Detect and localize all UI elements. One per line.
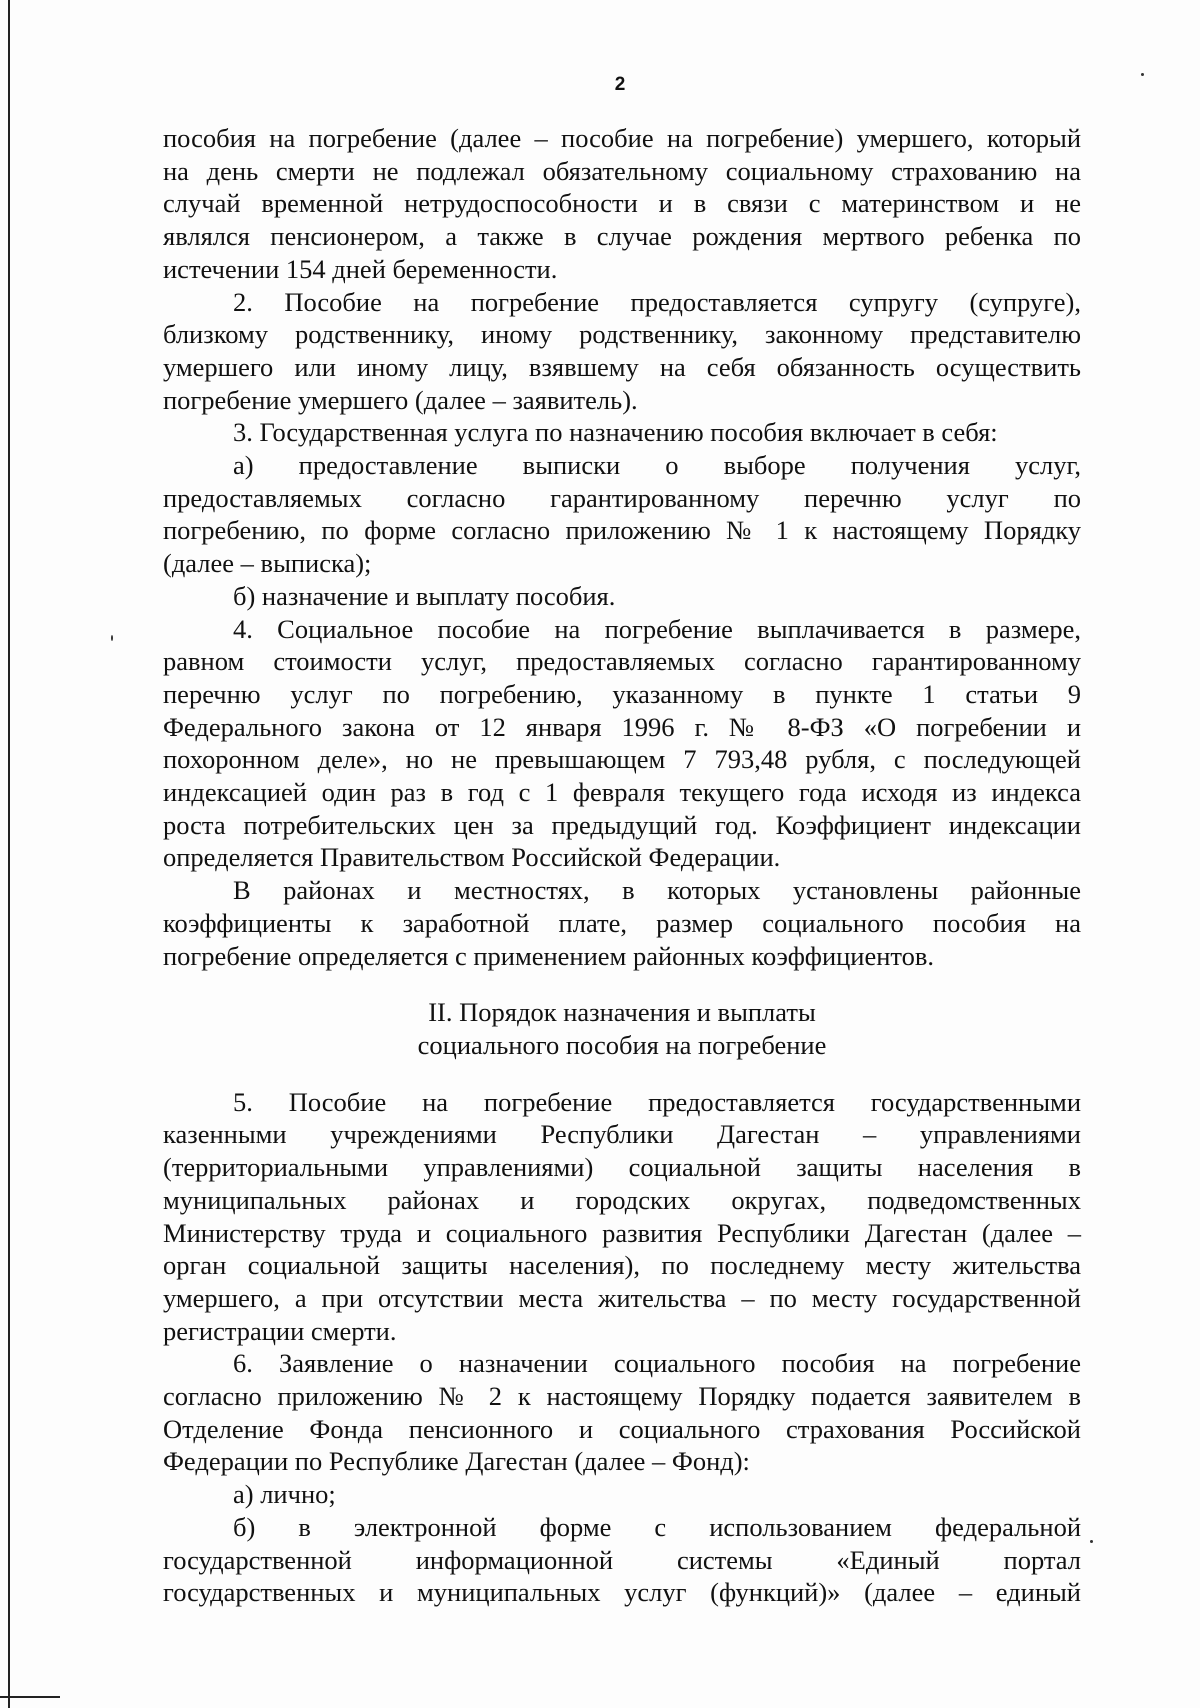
text-line: согласно приложению № 2 к настоящему Порядку подается заявителем в — [163, 1381, 1081, 1412]
scan-border-left — [8, 0, 10, 1708]
text-line: случай временной нетрудоспособности и в связи с материнством и не — [163, 188, 1081, 219]
text-line: 2. Пособие на погребение предоставляется супругу (супруге), — [233, 286, 1081, 317]
text-line: б) назначение и выплату пособия. — [233, 580, 616, 611]
text-line: Федерального закона от 12 января 1996 г. № 8-ФЗ «О погребении и — [163, 711, 1081, 742]
paragraph-item-3b — [163, 580, 1081, 613]
text-line: роста потребительских цен за предыдущий год. Коэффициент индексации — [163, 809, 1081, 840]
text-line: регистрации смерти. — [163, 1315, 397, 1346]
paragraph-item-4-regional — [163, 874, 1081, 972]
text-line: 5. Пособие на погребение предоставляется государственными — [233, 1086, 1081, 1117]
page-number: 2 — [614, 74, 626, 95]
text-line: коэффициенты к заработной плате, размер социального пособия на — [163, 907, 1081, 938]
text-line: а) предоставление выписки о выборе получения услуг, — [233, 450, 1081, 481]
text-line: государственной информационной системы «Единый портал — [163, 1544, 1081, 1575]
text-line: Отделение Фонда пенсионного и социального страхования Российской — [163, 1413, 1081, 1444]
text-line: муниципальных районах и городских округах, подведомственных — [163, 1184, 1081, 1215]
paragraph-item-4 — [163, 613, 1081, 875]
text-line: пособия на погребение (далее – пособие на погребение) умершего, который — [163, 123, 1081, 153]
text-line: б) в электронной форме с использованием федеральной — [233, 1511, 1081, 1542]
paragraph-continuation — [163, 122, 1081, 286]
text-line: орган социальной защиты населения), по последнему месту жительства — [163, 1250, 1081, 1281]
text-line: погребение определяется с применением районных коэффициентов. — [163, 940, 935, 971]
section-heading — [163, 996, 1081, 1061]
text-line: погребению, по форме согласно приложению № 1 к настоящему Порядку — [163, 515, 1081, 546]
text-line: на день смерти не подлежал обязательному социальному страхованию на — [163, 155, 1081, 186]
text-line: 6. Заявление о назначении социального пособия на погребение — [233, 1348, 1081, 1379]
document-body — [163, 122, 1081, 1609]
text-line: (далее – выписка); — [163, 548, 372, 579]
text-line: определяется Правительством Российской Федерации. — [163, 842, 781, 873]
paragraph-item-6b — [163, 1511, 1081, 1609]
text-line: похоронном деле», но не превышающем 7 793,48 рубля, с последующей — [163, 744, 1081, 775]
text-line: умершего или иному лицу, взявшему на себя обязанность осуществить — [163, 351, 1081, 382]
paragraph-item-2 — [163, 286, 1081, 417]
text-line: истечении 154 дней беременности. — [163, 253, 558, 284]
scan-speck — [111, 635, 113, 641]
section-heading-line: социального пособия на погребение — [417, 1029, 827, 1060]
scan-border-bottom — [0, 1696, 60, 1698]
text-line: перечню услуг по погребению, указанному в пункте 1 статьи 9 — [163, 678, 1081, 709]
text-line: умершего, а при отсутствии места жительства – по месту государственной — [163, 1282, 1081, 1313]
text-line: казенными учреждениями Республики Дагестан – управлениями — [163, 1119, 1081, 1150]
text-line: близкому родственнику, иному родственнику, законному представителю — [163, 319, 1081, 350]
paragraph-item-6a — [163, 1478, 1081, 1511]
text-line: Федерации по Республике Дагестан (далее – Фонд): — [163, 1446, 750, 1477]
section-heading-line: II. Порядок назначения и выплаты — [428, 997, 816, 1028]
scan-speck — [1090, 1540, 1093, 1543]
text-line: а) лично; — [233, 1479, 336, 1510]
text-line: равном стоимости услуг, предоставляемых согласно гарантированному — [163, 646, 1081, 677]
text-line: 4. Социальное пособие на погребение выплачивается в размере, — [233, 613, 1081, 644]
paragraph-item-3a — [163, 449, 1081, 580]
text-line: являлся пенсионером, а также в случае рождения мертвого ребенка по — [163, 221, 1081, 252]
text-line: В районах и местностях, в которых установлены районные — [233, 875, 1081, 906]
paragraph-item-6 — [163, 1347, 1081, 1478]
text-line: предоставляемых согласно гарантированному перечню услуг по — [163, 482, 1081, 513]
text-line: Министерству труда и социального развития Республики Дагестан (далее – — [163, 1217, 1081, 1248]
text-line: 3. Государственная услуга по назначению пособия включает в себя: — [233, 417, 998, 448]
paragraph-item-5 — [163, 1086, 1081, 1348]
text-line: погребение умершего (далее – заявитель). — [163, 384, 638, 415]
text-line: (территориальными управлениями) социальной защиты населения в — [163, 1152, 1081, 1183]
paragraph-item-3 — [163, 416, 1081, 449]
text-line: государственных и муниципальных услуг (функций)» (далее – единый — [163, 1577, 1081, 1608]
text-line: индексацией один раз в год с 1 февраля текущего года исходя из индекса — [163, 777, 1081, 808]
